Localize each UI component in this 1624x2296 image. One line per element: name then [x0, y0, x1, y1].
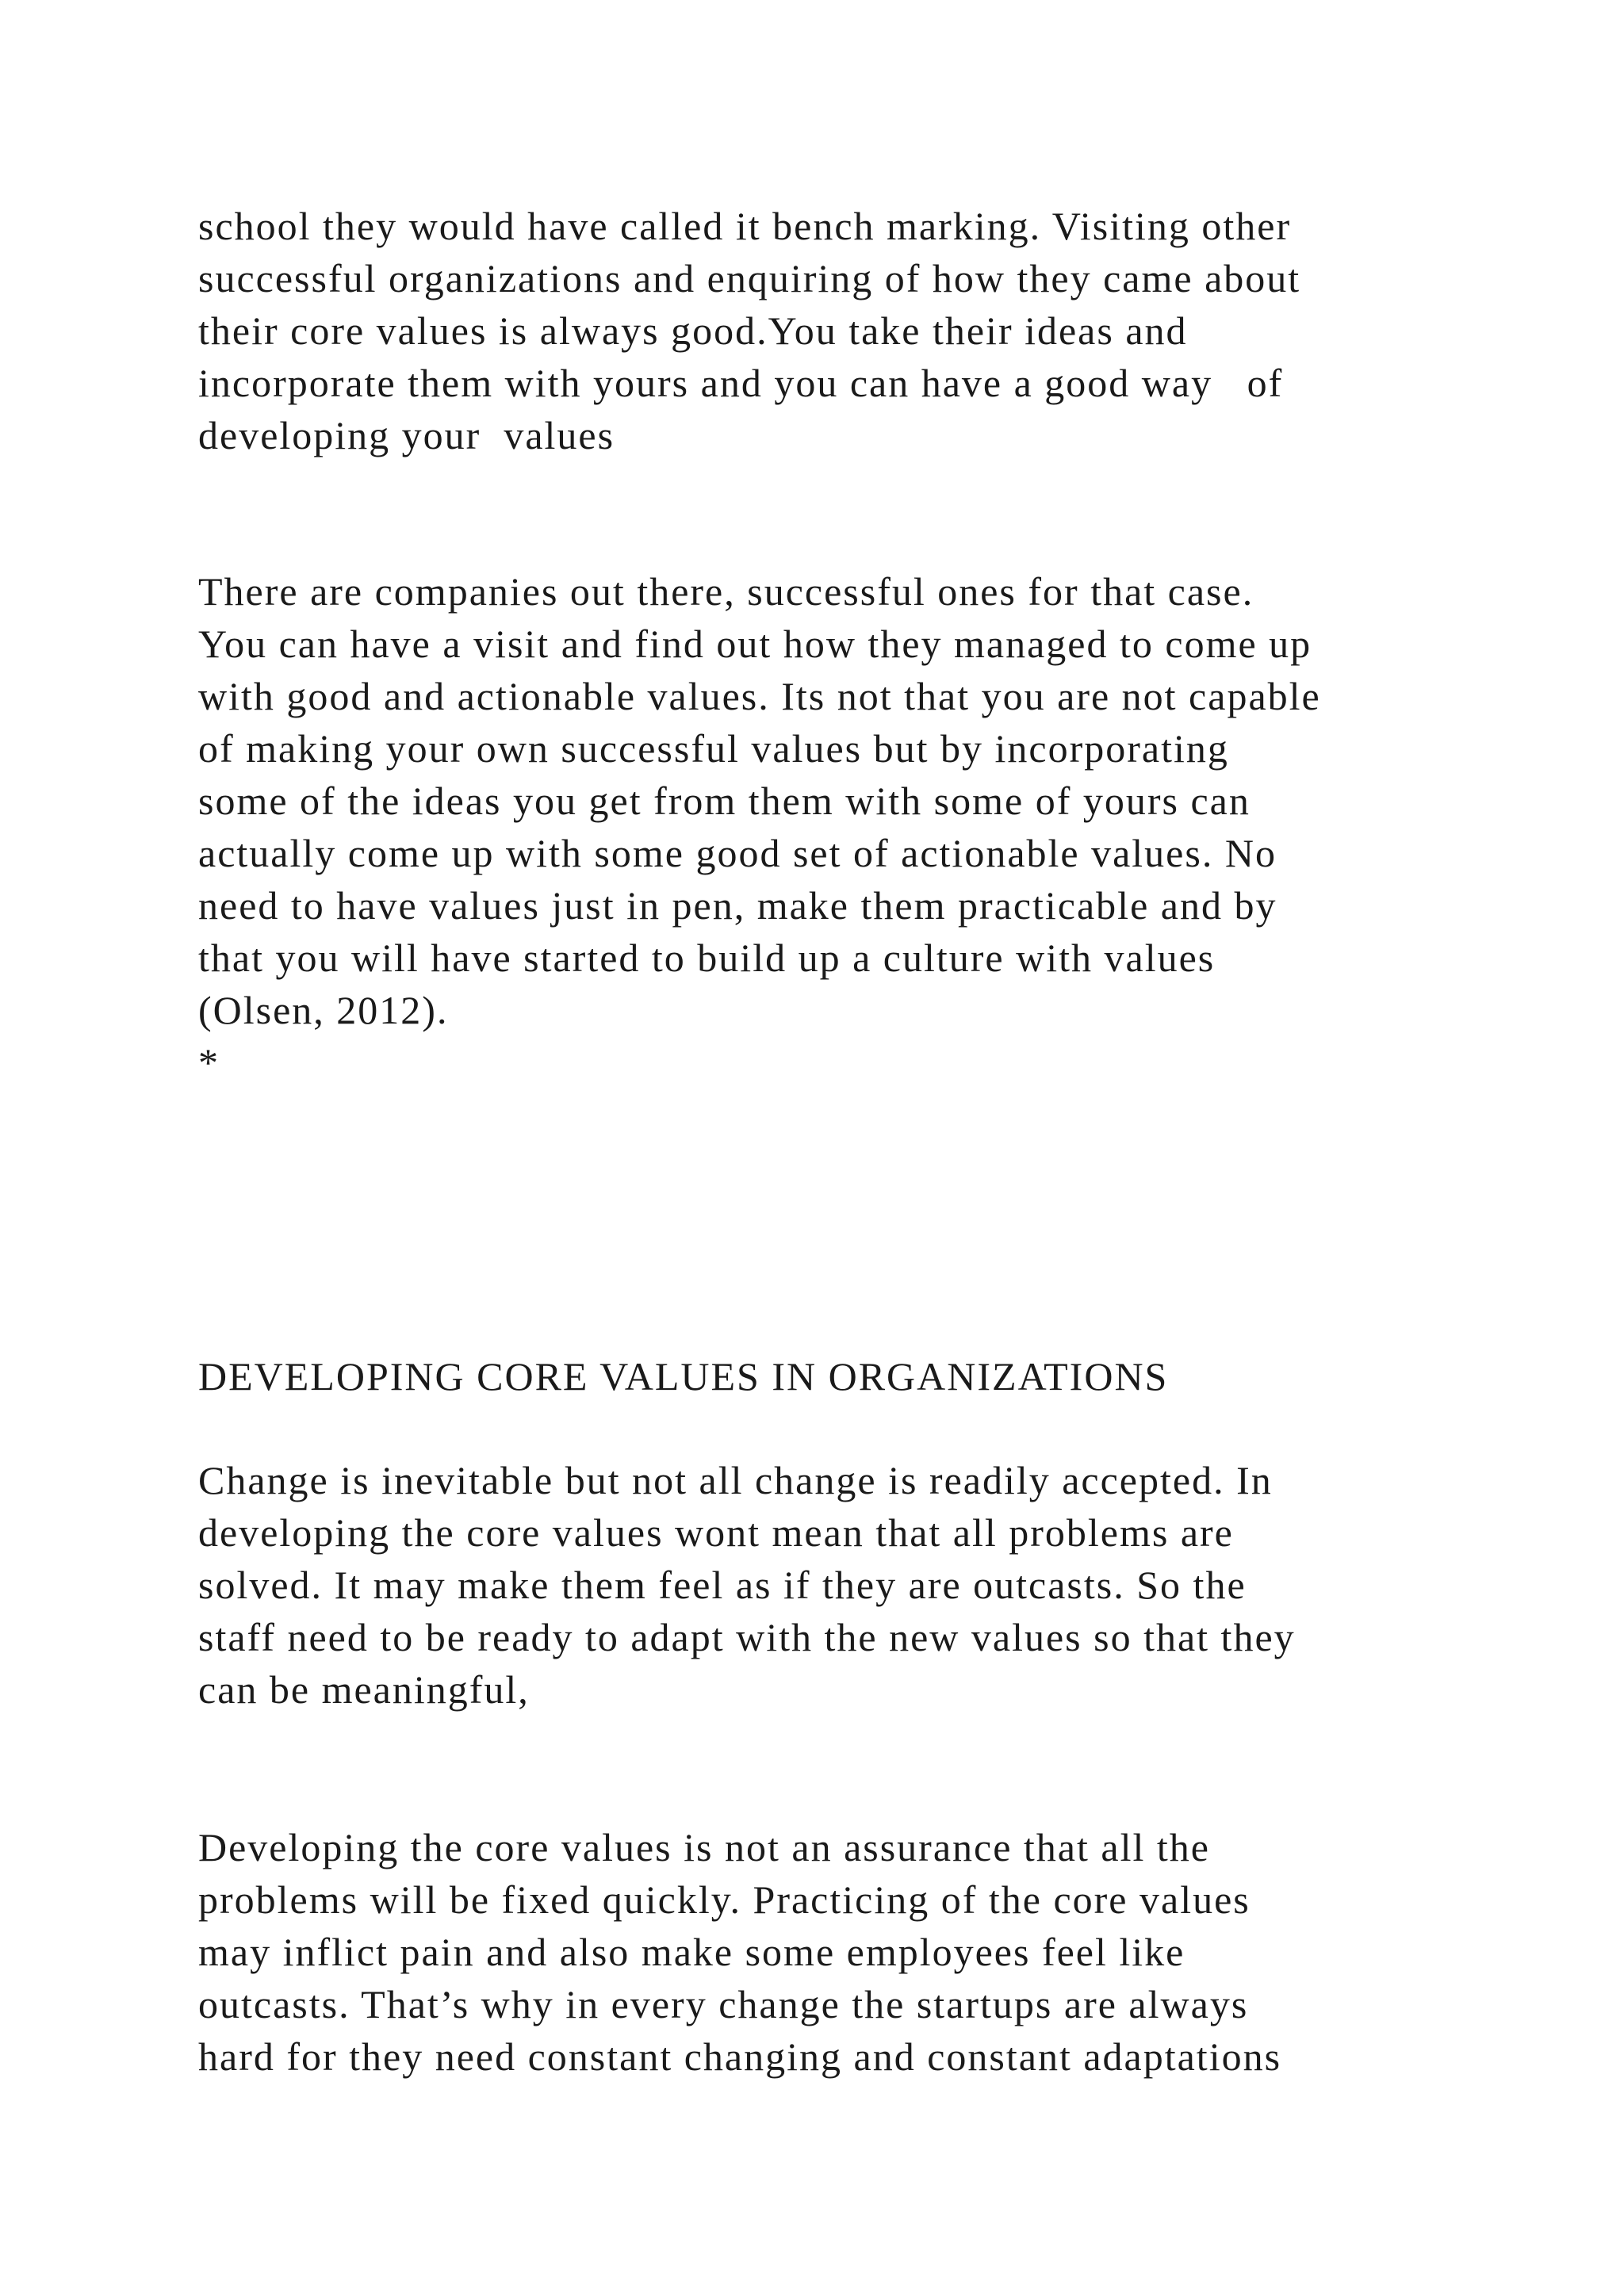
paragraph-change-inevitable: Change is inevitable but not all change is readily accepted. In developing the core values wont mean that all problems are solved. It may make them feel as if they are outcasts. So the staff need to be ready to adapt with the new values so that they can be meaningful,	[198, 1458, 1296, 1712]
paragraph-bench-marking: school they would have called it bench marking. Visiting other successful organizations and enquiring of how they came about their core values is always good.You take their ideas and incorporate them with yours and you can have a good way of developing your values	[198, 204, 1301, 457]
paragraph-no-assurance: Developing the core values is not an assurance that all the problems will be fixed quickly. Practicing of the core values may inflict pain and also make some employees feel like outcasts. That’s why in every change the startups are always hard for they need constant changing and constant adaptations	[198, 1825, 1282, 2079]
section-heading: DEVELOPING CORE VALUES IN ORGANIZATIONS	[198, 1354, 1169, 1399]
paragraph-successful-companies: There are companies out there, successful ones for that case. You can have a visit and find out how they managed to come up with good and actionable values. Its not that you are not capable of making your own successful values but by incorporating some of the ideas you get from them with some of yours can actually come up with some good set of actionable values. No need to have values just in pen, make them practicable and by that you will have started to build up a culture with values (Olsen, 2012). *	[198, 569, 1321, 1085]
